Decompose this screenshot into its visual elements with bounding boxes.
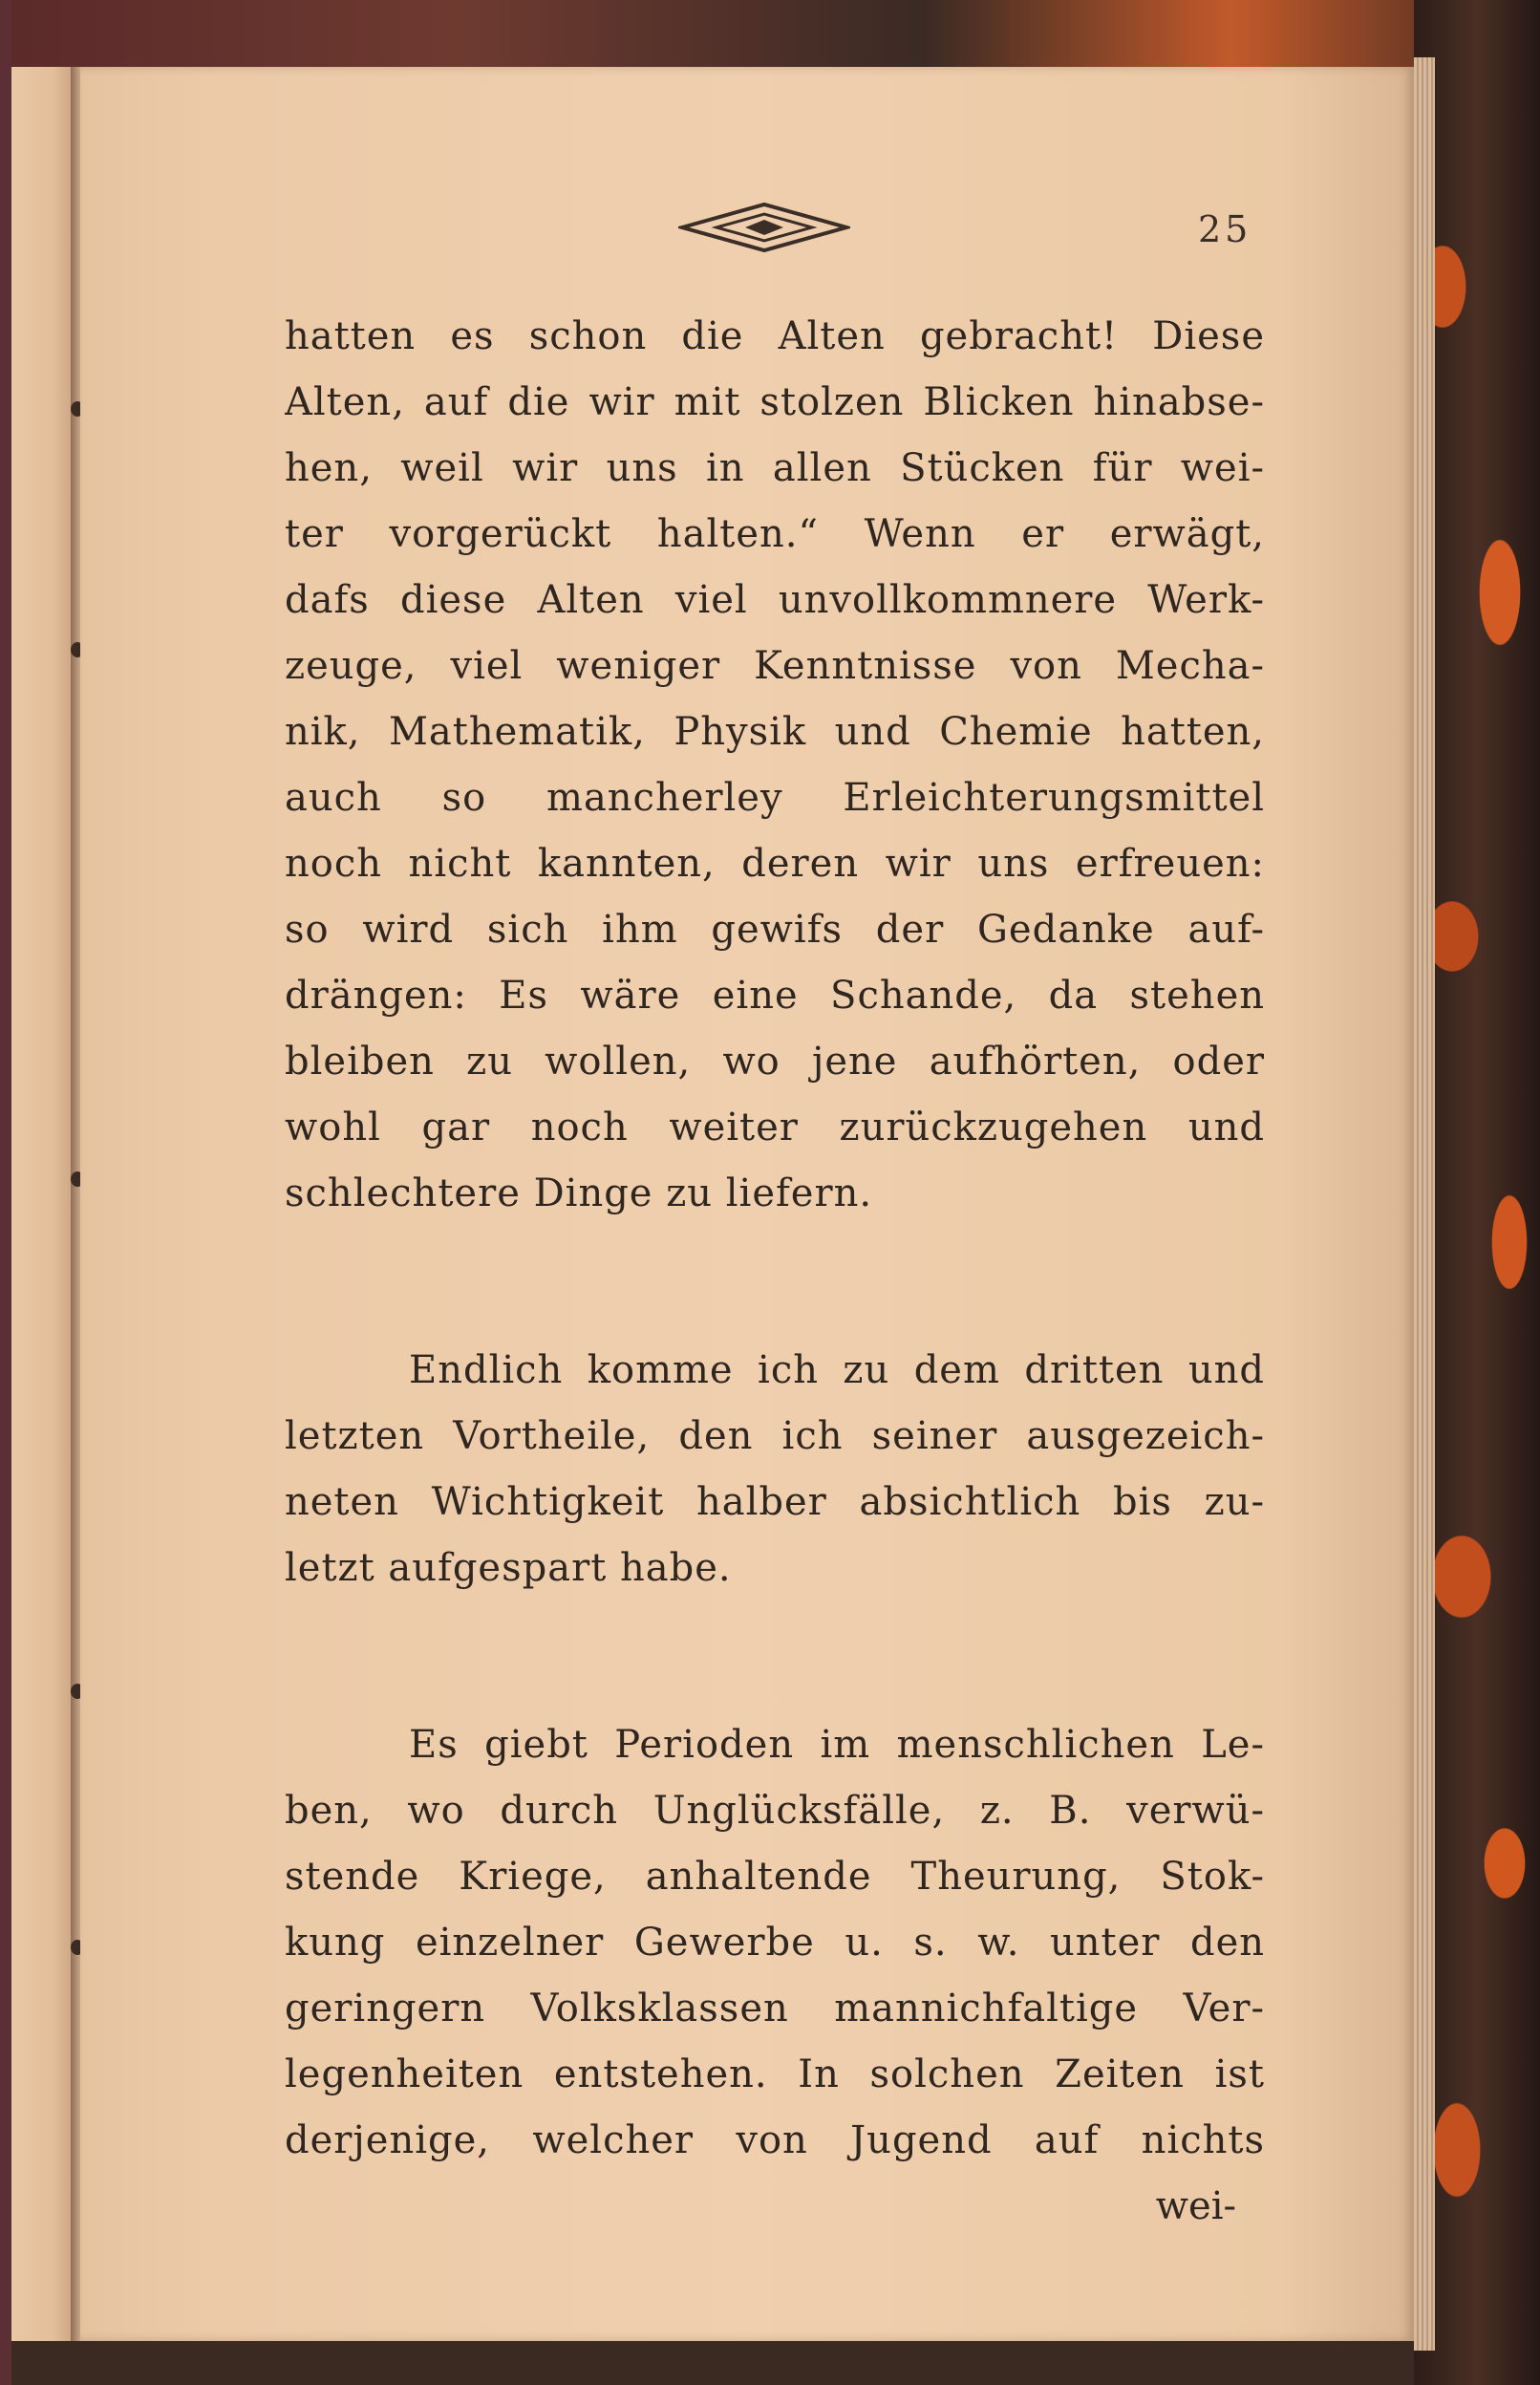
text-line: kung einzelner Gewerbe u. s. w. unter den [285, 1921, 1265, 1965]
text-line: Alten, auf die wir mit stolzen Blicken hinabse- [285, 380, 1265, 424]
diamond-ornament-icon [678, 201, 850, 254]
page-edges [1414, 57, 1435, 2351]
text-line: zeuge, viel weniger Kenntnisse von Mecha- [285, 644, 1265, 688]
text-line: noch nicht kannten, deren wir uns erfreuen: [285, 842, 1265, 886]
text-line: ter vorgerückt halten.“ Wenn er erwägt, [285, 512, 1265, 556]
text-line: neten Wichtigkeit halber absichtlich bis zu- [285, 1480, 1265, 1524]
catchword: wei- [1155, 2184, 1236, 2228]
paragraph-3 [285, 1712, 1265, 2174]
text-line: letzt aufgespart habe. [285, 1546, 732, 1590]
book-cover-top [0, 0, 1540, 67]
text-line: derjenige, welcher von Jugend auf nichts [285, 2118, 1265, 2162]
text-line: Es giebt Perioden im menschlichen Le- [409, 1723, 1265, 1767]
text-line: schlechtere Dinge zu liefern. [285, 1171, 873, 1215]
book-spine [0, 0, 11, 2385]
text-line: geringern Volksklassen mannichfaltige Ver- [285, 1987, 1265, 2030]
text-line: bleiben zu wollen, wo jene aufhörten, oder [285, 1040, 1265, 1084]
text-line: stende Kriege, anhaltende Theurung, Stok- [285, 1855, 1265, 1899]
text-line: nik, Mathematik, Physik und Chemie hatten, [285, 710, 1265, 754]
paragraph-1 [285, 304, 1265, 1227]
page-number: 25 [1198, 208, 1252, 250]
text-line: hatten es schon die Alten gebracht! Diese [285, 314, 1265, 358]
text-line: auch so mancherley Erleichterungsmittel [285, 776, 1265, 820]
paragraph-2 [285, 1338, 1265, 1601]
text-line: ben, wo durch Unglücksfälle, z. B. verwü- [285, 1789, 1265, 1833]
facing-page-edge [11, 67, 71, 2341]
text-line: hen, weil wir uns in allen Stücken für wei- [285, 446, 1265, 490]
text-line: Endlich komme ich zu dem dritten und [409, 1348, 1265, 1392]
text-line: so wird sich ihm gewifs der Gedanke auf- [285, 908, 1265, 952]
text-line: legenheiten entstehen. In solchen Zeiten ist [285, 2052, 1265, 2096]
text-line: wohl gar noch weiter zurückzugehen und [285, 1106, 1265, 1150]
text-line: letzten Vortheile, den ich seiner ausgezeich- [285, 1414, 1265, 1458]
text-line: drängen: Es wäre eine Schande, da stehen [285, 974, 1265, 1018]
text-line: dafs diese Alten viel unvollkommnere Werk- [285, 578, 1265, 622]
body-text [285, 304, 1265, 2240]
